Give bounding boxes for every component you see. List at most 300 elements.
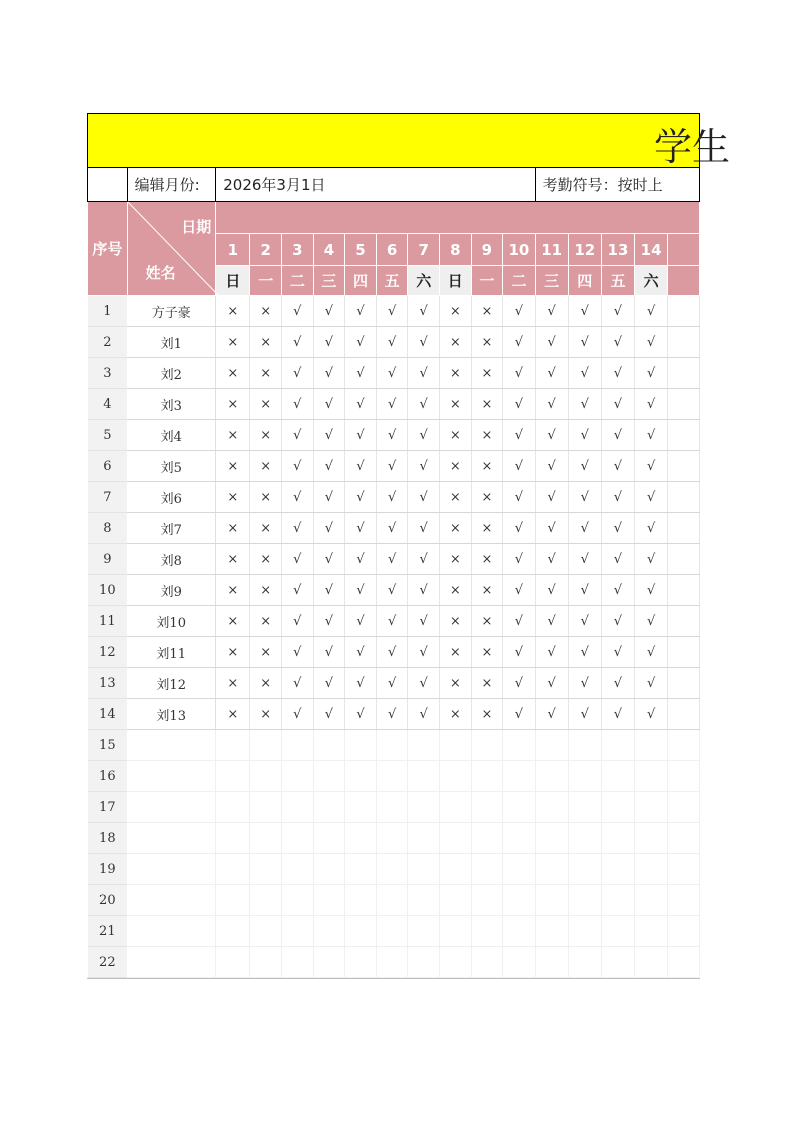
attendance-mark-cell[interactable]: √ (345, 575, 377, 606)
attendance-mark-cell[interactable]: √ (503, 668, 535, 699)
attendance-mark-cell[interactable]: × (250, 296, 282, 327)
attendance-mark-cell[interactable] (568, 885, 601, 916)
attendance-mark-cell[interactable]: √ (601, 699, 634, 730)
attendance-mark-cell[interactable]: √ (503, 513, 535, 544)
attendance-mark-cell[interactable]: × (216, 482, 250, 513)
attendance-mark-cell[interactable]: × (216, 606, 250, 637)
attendance-mark-cell[interactable] (345, 761, 377, 792)
attendance-mark-cell[interactable]: √ (503, 296, 535, 327)
attendance-mark-cell[interactable]: × (440, 699, 472, 730)
attendance-mark-cell[interactable] (668, 885, 700, 916)
attendance-mark-cell[interactable]: √ (376, 358, 408, 389)
attendance-mark-cell[interactable] (668, 947, 700, 978)
attendance-mark-cell[interactable] (668, 544, 700, 575)
attendance-mark-cell[interactable]: √ (601, 668, 634, 699)
attendance-mark-cell[interactable]: √ (408, 451, 440, 482)
attendance-mark-cell[interactable]: √ (282, 327, 314, 358)
attendance-mark-cell[interactable]: √ (282, 513, 314, 544)
attendance-mark-cell[interactable]: √ (282, 420, 314, 451)
attendance-mark-cell[interactable] (282, 854, 314, 885)
attendance-mark-cell[interactable]: √ (282, 668, 314, 699)
attendance-mark-cell[interactable]: × (471, 482, 503, 513)
attendance-mark-cell[interactable]: × (471, 699, 503, 730)
attendance-mark-cell[interactable]: √ (313, 327, 345, 358)
attendance-mark-cell[interactable]: × (216, 544, 250, 575)
attendance-mark-cell[interactable] (601, 947, 634, 978)
attendance-mark-cell[interactable]: √ (345, 513, 377, 544)
attendance-mark-cell[interactable] (668, 482, 700, 513)
attendance-mark-cell[interactable] (250, 885, 282, 916)
attendance-mark-cell[interactable] (503, 792, 535, 823)
attendance-mark-cell[interactable]: √ (568, 420, 601, 451)
attendance-mark-cell[interactable] (635, 823, 668, 854)
attendance-mark-cell[interactable]: √ (282, 358, 314, 389)
attendance-mark-cell[interactable]: √ (345, 389, 377, 420)
attendance-mark-cell[interactable]: √ (568, 389, 601, 420)
attendance-mark-cell[interactable]: √ (408, 420, 440, 451)
attendance-mark-cell[interactable]: √ (408, 358, 440, 389)
attendance-mark-cell[interactable]: √ (408, 699, 440, 730)
attendance-mark-cell[interactable]: × (216, 420, 250, 451)
attendance-mark-cell[interactable] (668, 761, 700, 792)
attendance-mark-cell[interactable] (216, 885, 250, 916)
attendance-mark-cell[interactable] (668, 296, 700, 327)
attendance-mark-cell[interactable]: √ (535, 420, 568, 451)
attendance-mark-cell[interactable] (376, 947, 408, 978)
attendance-mark-cell[interactable]: √ (313, 451, 345, 482)
attendance-mark-cell[interactable]: × (250, 575, 282, 606)
attendance-mark-cell[interactable]: √ (601, 637, 634, 668)
attendance-mark-cell[interactable]: √ (635, 575, 668, 606)
attendance-mark-cell[interactable]: × (440, 296, 472, 327)
attendance-mark-cell[interactable] (408, 885, 440, 916)
attendance-mark-cell[interactable]: √ (345, 606, 377, 637)
attendance-mark-cell[interactable] (601, 916, 634, 947)
student-name-cell[interactable]: 刘10 (127, 606, 216, 637)
attendance-mark-cell[interactable] (668, 451, 700, 482)
attendance-mark-cell[interactable]: √ (503, 358, 535, 389)
attendance-mark-cell[interactable]: √ (376, 296, 408, 327)
attendance-mark-cell[interactable]: √ (313, 482, 345, 513)
attendance-mark-cell[interactable]: √ (601, 513, 634, 544)
attendance-mark-cell[interactable] (440, 761, 472, 792)
attendance-mark-cell[interactable]: √ (535, 327, 568, 358)
attendance-mark-cell[interactable] (668, 358, 700, 389)
attendance-mark-cell[interactable] (535, 916, 568, 947)
attendance-mark-cell[interactable] (568, 823, 601, 854)
attendance-mark-cell[interactable] (503, 823, 535, 854)
attendance-mark-cell[interactable] (568, 854, 601, 885)
attendance-mark-cell[interactable] (668, 699, 700, 730)
attendance-mark-cell[interactable]: √ (408, 389, 440, 420)
attendance-mark-cell[interactable]: √ (282, 389, 314, 420)
student-name-cell[interactable]: 刘13 (127, 699, 216, 730)
attendance-mark-cell[interactable] (440, 885, 472, 916)
attendance-mark-cell[interactable] (668, 854, 700, 885)
attendance-mark-cell[interactable]: √ (535, 606, 568, 637)
attendance-mark-cell[interactable]: √ (601, 327, 634, 358)
attendance-mark-cell[interactable]: √ (601, 544, 634, 575)
attendance-mark-cell[interactable] (313, 792, 345, 823)
student-name-cell[interactable]: 刘7 (127, 513, 216, 544)
attendance-mark-cell[interactable] (668, 389, 700, 420)
student-name-cell[interactable]: 刘3 (127, 389, 216, 420)
attendance-mark-cell[interactable] (535, 947, 568, 978)
attendance-mark-cell[interactable]: √ (313, 668, 345, 699)
attendance-mark-cell[interactable] (440, 947, 472, 978)
attendance-mark-cell[interactable] (535, 792, 568, 823)
student-name-cell[interactable] (127, 792, 216, 823)
attendance-mark-cell[interactable]: √ (635, 358, 668, 389)
attendance-mark-cell[interactable]: √ (345, 544, 377, 575)
attendance-mark-cell[interactable]: √ (635, 544, 668, 575)
attendance-mark-cell[interactable]: × (471, 296, 503, 327)
attendance-mark-cell[interactable]: × (250, 699, 282, 730)
attendance-mark-cell[interactable]: × (471, 668, 503, 699)
attendance-mark-cell[interactable]: × (250, 451, 282, 482)
attendance-mark-cell[interactable]: √ (376, 668, 408, 699)
attendance-mark-cell[interactable]: √ (503, 420, 535, 451)
attendance-mark-cell[interactable]: × (250, 544, 282, 575)
attendance-mark-cell[interactable]: × (250, 606, 282, 637)
student-name-cell[interactable] (127, 916, 216, 947)
attendance-mark-cell[interactable] (635, 792, 668, 823)
attendance-mark-cell[interactable] (471, 730, 503, 761)
attendance-mark-cell[interactable]: √ (601, 389, 634, 420)
attendance-mark-cell[interactable] (408, 916, 440, 947)
attendance-mark-cell[interactable]: √ (635, 482, 668, 513)
attendance-mark-cell[interactable]: × (471, 389, 503, 420)
attendance-mark-cell[interactable]: × (440, 327, 472, 358)
attendance-mark-cell[interactable]: × (250, 482, 282, 513)
attendance-mark-cell[interactable] (668, 792, 700, 823)
attendance-mark-cell[interactable]: √ (568, 606, 601, 637)
attendance-mark-cell[interactable]: √ (376, 699, 408, 730)
attendance-mark-cell[interactable] (568, 730, 601, 761)
attendance-mark-cell[interactable]: √ (601, 451, 634, 482)
attendance-mark-cell[interactable]: √ (313, 544, 345, 575)
attendance-mark-cell[interactable] (345, 885, 377, 916)
attendance-mark-cell[interactable]: √ (313, 420, 345, 451)
attendance-mark-cell[interactable] (376, 885, 408, 916)
attendance-mark-cell[interactable]: √ (408, 327, 440, 358)
attendance-mark-cell[interactable] (668, 327, 700, 358)
attendance-mark-cell[interactable]: √ (601, 296, 634, 327)
attendance-mark-cell[interactable]: √ (408, 637, 440, 668)
attendance-mark-cell[interactable] (216, 761, 250, 792)
attendance-mark-cell[interactable] (440, 792, 472, 823)
attendance-mark-cell[interactable]: √ (282, 575, 314, 606)
attendance-mark-cell[interactable] (471, 854, 503, 885)
attendance-mark-cell[interactable]: √ (568, 358, 601, 389)
attendance-mark-cell[interactable]: √ (568, 699, 601, 730)
attendance-mark-cell[interactable]: √ (568, 668, 601, 699)
attendance-mark-cell[interactable]: √ (376, 420, 408, 451)
attendance-mark-cell[interactable] (408, 823, 440, 854)
attendance-mark-cell[interactable] (471, 792, 503, 823)
attendance-mark-cell[interactable] (250, 916, 282, 947)
attendance-mark-cell[interactable]: × (250, 637, 282, 668)
attendance-mark-cell[interactable] (568, 792, 601, 823)
attendance-mark-cell[interactable]: √ (282, 482, 314, 513)
attendance-mark-cell[interactable] (216, 947, 250, 978)
attendance-mark-cell[interactable]: √ (568, 327, 601, 358)
attendance-mark-cell[interactable]: × (440, 482, 472, 513)
attendance-mark-cell[interactable] (503, 916, 535, 947)
attendance-mark-cell[interactable]: × (471, 575, 503, 606)
attendance-mark-cell[interactable] (408, 730, 440, 761)
month-value[interactable]: 2026年3月1日 (216, 168, 535, 202)
attendance-mark-cell[interactable] (471, 823, 503, 854)
attendance-mark-cell[interactable]: × (216, 513, 250, 544)
attendance-mark-cell[interactable] (408, 761, 440, 792)
attendance-mark-cell[interactable] (568, 947, 601, 978)
attendance-mark-cell[interactable]: × (440, 451, 472, 482)
attendance-mark-cell[interactable]: √ (376, 637, 408, 668)
attendance-mark-cell[interactable]: √ (535, 544, 568, 575)
attendance-mark-cell[interactable]: √ (282, 699, 314, 730)
attendance-mark-cell[interactable]: √ (503, 482, 535, 513)
attendance-mark-cell[interactable] (668, 668, 700, 699)
attendance-mark-cell[interactable]: √ (345, 451, 377, 482)
attendance-mark-cell[interactable] (282, 947, 314, 978)
student-name-cell[interactable] (127, 730, 216, 761)
attendance-mark-cell[interactable] (601, 792, 634, 823)
attendance-mark-cell[interactable] (635, 730, 668, 761)
attendance-mark-cell[interactable] (503, 761, 535, 792)
attendance-mark-cell[interactable] (376, 854, 408, 885)
attendance-mark-cell[interactable]: √ (503, 389, 535, 420)
attendance-mark-cell[interactable]: × (440, 575, 472, 606)
attendance-mark-cell[interactable]: √ (376, 513, 408, 544)
attendance-mark-cell[interactable]: √ (568, 544, 601, 575)
attendance-mark-cell[interactable] (250, 792, 282, 823)
attendance-mark-cell[interactable] (376, 823, 408, 854)
attendance-mark-cell[interactable]: √ (408, 606, 440, 637)
attendance-mark-cell[interactable]: × (440, 358, 472, 389)
attendance-mark-cell[interactable]: √ (408, 482, 440, 513)
attendance-mark-cell[interactable]: √ (535, 575, 568, 606)
attendance-mark-cell[interactable]: √ (535, 513, 568, 544)
attendance-mark-cell[interactable]: × (216, 451, 250, 482)
attendance-mark-cell[interactable]: √ (535, 389, 568, 420)
attendance-mark-cell[interactable] (408, 947, 440, 978)
attendance-mark-cell[interactable]: × (250, 513, 282, 544)
attendance-mark-cell[interactable]: √ (345, 699, 377, 730)
attendance-mark-cell[interactable]: √ (535, 699, 568, 730)
attendance-mark-cell[interactable] (345, 854, 377, 885)
attendance-mark-cell[interactable]: √ (568, 575, 601, 606)
attendance-mark-cell[interactable]: × (440, 389, 472, 420)
attendance-mark-cell[interactable]: √ (408, 544, 440, 575)
attendance-mark-cell[interactable]: √ (313, 606, 345, 637)
attendance-mark-cell[interactable]: √ (282, 606, 314, 637)
student-name-cell[interactable] (127, 761, 216, 792)
attendance-mark-cell[interactable] (440, 823, 472, 854)
attendance-mark-cell[interactable]: √ (503, 544, 535, 575)
attendance-mark-cell[interactable]: √ (568, 482, 601, 513)
attendance-mark-cell[interactable]: √ (313, 699, 345, 730)
attendance-mark-cell[interactable]: √ (601, 575, 634, 606)
attendance-mark-cell[interactable] (601, 823, 634, 854)
attendance-mark-cell[interactable] (503, 730, 535, 761)
attendance-mark-cell[interactable]: × (471, 606, 503, 637)
attendance-mark-cell[interactable]: √ (503, 327, 535, 358)
attendance-mark-cell[interactable]: × (471, 358, 503, 389)
attendance-mark-cell[interactable] (216, 792, 250, 823)
attendance-mark-cell[interactable]: √ (408, 668, 440, 699)
student-name-cell[interactable]: 刘4 (127, 420, 216, 451)
attendance-mark-cell[interactable] (668, 823, 700, 854)
attendance-mark-cell[interactable] (668, 637, 700, 668)
student-name-cell[interactable]: 刘1 (127, 327, 216, 358)
attendance-mark-cell[interactable]: × (216, 296, 250, 327)
attendance-mark-cell[interactable] (313, 854, 345, 885)
attendance-mark-cell[interactable] (250, 730, 282, 761)
attendance-mark-cell[interactable]: √ (635, 513, 668, 544)
attendance-mark-cell[interactable] (503, 947, 535, 978)
attendance-mark-cell[interactable]: × (216, 668, 250, 699)
attendance-mark-cell[interactable]: √ (313, 296, 345, 327)
attendance-mark-cell[interactable]: √ (376, 544, 408, 575)
attendance-mark-cell[interactable]: √ (635, 699, 668, 730)
attendance-mark-cell[interactable] (313, 823, 345, 854)
student-name-cell[interactable] (127, 947, 216, 978)
attendance-mark-cell[interactable] (503, 854, 535, 885)
student-name-cell[interactable]: 刘5 (127, 451, 216, 482)
attendance-mark-cell[interactable]: × (440, 513, 472, 544)
attendance-mark-cell[interactable]: √ (408, 513, 440, 544)
attendance-mark-cell[interactable]: × (440, 544, 472, 575)
attendance-mark-cell[interactable]: √ (535, 358, 568, 389)
attendance-mark-cell[interactable]: √ (635, 451, 668, 482)
student-name-cell[interactable] (127, 854, 216, 885)
attendance-mark-cell[interactable]: √ (503, 451, 535, 482)
attendance-mark-cell[interactable] (408, 792, 440, 823)
attendance-mark-cell[interactable]: √ (535, 637, 568, 668)
attendance-mark-cell[interactable] (313, 947, 345, 978)
attendance-mark-cell[interactable] (568, 916, 601, 947)
attendance-mark-cell[interactable]: √ (345, 668, 377, 699)
attendance-mark-cell[interactable]: × (216, 637, 250, 668)
attendance-mark-cell[interactable] (635, 947, 668, 978)
attendance-mark-cell[interactable]: √ (503, 575, 535, 606)
attendance-mark-cell[interactable]: × (440, 420, 472, 451)
attendance-mark-cell[interactable]: √ (635, 296, 668, 327)
attendance-mark-cell[interactable]: √ (535, 296, 568, 327)
attendance-mark-cell[interactable] (668, 575, 700, 606)
attendance-mark-cell[interactable]: × (216, 358, 250, 389)
attendance-mark-cell[interactable]: √ (568, 451, 601, 482)
attendance-mark-cell[interactable]: × (250, 389, 282, 420)
attendance-mark-cell[interactable] (471, 916, 503, 947)
attendance-mark-cell[interactable]: √ (345, 637, 377, 668)
attendance-mark-cell[interactable]: √ (408, 575, 440, 606)
attendance-mark-cell[interactable] (601, 730, 634, 761)
attendance-mark-cell[interactable]: √ (282, 544, 314, 575)
attendance-mark-cell[interactable] (376, 916, 408, 947)
attendance-mark-cell[interactable] (216, 823, 250, 854)
attendance-mark-cell[interactable] (668, 606, 700, 637)
attendance-mark-cell[interactable] (535, 823, 568, 854)
attendance-mark-cell[interactable]: × (216, 327, 250, 358)
attendance-mark-cell[interactable]: √ (601, 482, 634, 513)
attendance-mark-cell[interactable]: √ (601, 606, 634, 637)
attendance-mark-cell[interactable]: × (471, 637, 503, 668)
attendance-mark-cell[interactable]: √ (503, 699, 535, 730)
attendance-mark-cell[interactable]: √ (313, 389, 345, 420)
attendance-mark-cell[interactable]: √ (345, 482, 377, 513)
attendance-mark-cell[interactable] (313, 916, 345, 947)
attendance-mark-cell[interactable] (376, 730, 408, 761)
attendance-mark-cell[interactable] (216, 730, 250, 761)
attendance-mark-cell[interactable] (601, 854, 634, 885)
attendance-mark-cell[interactable] (282, 916, 314, 947)
attendance-mark-cell[interactable] (313, 761, 345, 792)
attendance-mark-cell[interactable]: √ (282, 296, 314, 327)
attendance-mark-cell[interactable] (635, 916, 668, 947)
attendance-mark-cell[interactable]: √ (282, 451, 314, 482)
attendance-mark-cell[interactable] (535, 885, 568, 916)
attendance-mark-cell[interactable]: × (250, 668, 282, 699)
attendance-mark-cell[interactable]: × (440, 637, 472, 668)
attendance-mark-cell[interactable]: √ (535, 668, 568, 699)
attendance-mark-cell[interactable] (440, 854, 472, 885)
attendance-mark-cell[interactable]: √ (503, 606, 535, 637)
attendance-mark-cell[interactable]: √ (376, 606, 408, 637)
attendance-mark-cell[interactable] (282, 792, 314, 823)
attendance-mark-cell[interactable]: √ (635, 637, 668, 668)
attendance-mark-cell[interactable] (345, 947, 377, 978)
student-name-cell[interactable]: 刘2 (127, 358, 216, 389)
attendance-mark-cell[interactable]: × (471, 451, 503, 482)
attendance-mark-cell[interactable] (535, 854, 568, 885)
attendance-mark-cell[interactable] (471, 885, 503, 916)
attendance-mark-cell[interactable] (282, 730, 314, 761)
attendance-mark-cell[interactable]: √ (313, 513, 345, 544)
attendance-mark-cell[interactable] (313, 885, 345, 916)
attendance-mark-cell[interactable]: √ (345, 420, 377, 451)
attendance-mark-cell[interactable]: √ (568, 513, 601, 544)
attendance-mark-cell[interactable]: √ (635, 389, 668, 420)
attendance-mark-cell[interactable]: √ (635, 606, 668, 637)
attendance-mark-cell[interactable]: × (471, 420, 503, 451)
student-name-cell[interactable]: 刘8 (127, 544, 216, 575)
attendance-mark-cell[interactable]: × (250, 358, 282, 389)
student-name-cell[interactable]: 刘11 (127, 637, 216, 668)
attendance-mark-cell[interactable]: √ (408, 296, 440, 327)
attendance-mark-cell[interactable]: × (471, 327, 503, 358)
attendance-mark-cell[interactable] (408, 854, 440, 885)
attendance-mark-cell[interactable]: √ (376, 482, 408, 513)
attendance-mark-cell[interactable] (250, 823, 282, 854)
attendance-mark-cell[interactable]: √ (345, 358, 377, 389)
attendance-mark-cell[interactable] (250, 854, 282, 885)
attendance-mark-cell[interactable]: × (216, 389, 250, 420)
attendance-mark-cell[interactable] (216, 916, 250, 947)
attendance-mark-cell[interactable] (668, 420, 700, 451)
student-name-cell[interactable]: 刘12 (127, 668, 216, 699)
attendance-mark-cell[interactable]: √ (376, 451, 408, 482)
student-name-cell[interactable] (127, 885, 216, 916)
attendance-mark-cell[interactable]: √ (345, 327, 377, 358)
attendance-mark-cell[interactable]: √ (535, 451, 568, 482)
attendance-mark-cell[interactable]: √ (635, 420, 668, 451)
attendance-mark-cell[interactable] (440, 916, 472, 947)
attendance-mark-cell[interactable]: √ (376, 327, 408, 358)
attendance-mark-cell[interactable] (250, 761, 282, 792)
attendance-mark-cell[interactable]: √ (313, 575, 345, 606)
